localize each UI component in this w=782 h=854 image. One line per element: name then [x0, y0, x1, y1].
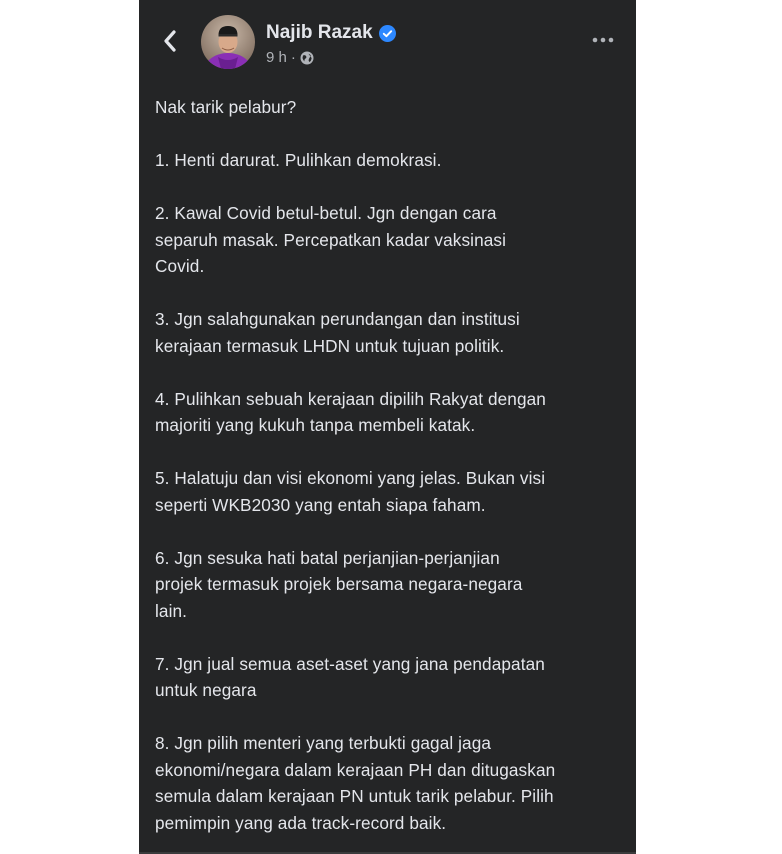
item-line: 2. Kawal Covid betul-betul. Jgn dengan cara: [155, 203, 497, 223]
more-options-icon: [592, 37, 614, 43]
item-line: 7. Jgn jual semua aset-aset yang jana pendapatan: [155, 653, 545, 674]
post-meta: [266, 49, 396, 66]
post-timestamp[interactable]: 9 h: [266, 49, 287, 66]
back-button[interactable]: [155, 26, 185, 56]
author-avatar[interactable]: [201, 15, 255, 69]
item-line: pemimpin yang ada track-record baik.: [155, 812, 447, 833]
avatar-image: [201, 15, 255, 69]
list-item: [155, 651, 625, 704]
verified-badge-icon: [379, 25, 396, 42]
chevron-left-icon: [163, 30, 177, 52]
list-item: [155, 545, 625, 625]
item-line: majoriti yang kukuh tanpa membeli katak.: [155, 415, 476, 435]
globe-icon: [300, 51, 314, 65]
post-header: [266, 22, 396, 66]
post-panel: [139, 0, 636, 854]
item-line: 3. Jgn salahgunakan perundangan dan institusi: [155, 309, 520, 329]
item-line: semula dalam kerajaan PN untuk tarik pelabur. Pilih: [155, 786, 554, 806]
meta-separator: ·: [290, 49, 296, 66]
post-text: [155, 94, 625, 854]
item-line: Covid.: [155, 256, 205, 276]
item-line: 1. Henti darurat. Pulihkan demokrasi.: [155, 150, 442, 170]
item-line: 4. Pulihkan sebuah kerajaan dipilih Rakyat dengan: [155, 388, 546, 409]
list-item: [155, 200, 625, 280]
item-line: separuh masak. Percepatkan kadar vaksinasi: [155, 229, 506, 250]
list-item: [155, 147, 625, 174]
item-line: kerajaan termasuk LHDN untuk tujuan politik.: [155, 335, 505, 356]
item-line: seperti WKB2030 yang entah siapa faham.: [155, 494, 486, 515]
author-name[interactable]: Najib Razak: [266, 22, 373, 43]
item-line: lain.: [155, 600, 188, 621]
item-line: untuk negara: [155, 680, 257, 700]
item-line: ekonomi/negara dalam kerajaan PH dan ditugaskan: [155, 759, 556, 780]
list-item: [155, 306, 625, 359]
list-item: [155, 386, 625, 439]
list-item: [155, 465, 625, 518]
item-line: projek termasuk projek bersama negara-negara: [155, 574, 523, 594]
item-line: 5. Halatuju dan visi ekonomi yang jelas. Bukan visi: [155, 468, 546, 488]
post-intro: Nak tarik pelabur?: [155, 97, 297, 117]
list-item: [155, 730, 625, 836]
more-options-button[interactable]: [590, 30, 616, 50]
item-line: 6. Jgn sesuka hati batal perjanjian-perjanjian: [155, 547, 500, 568]
item-line: 8. Jgn pilih menteri yang terbukti gagal jaga: [155, 733, 492, 753]
